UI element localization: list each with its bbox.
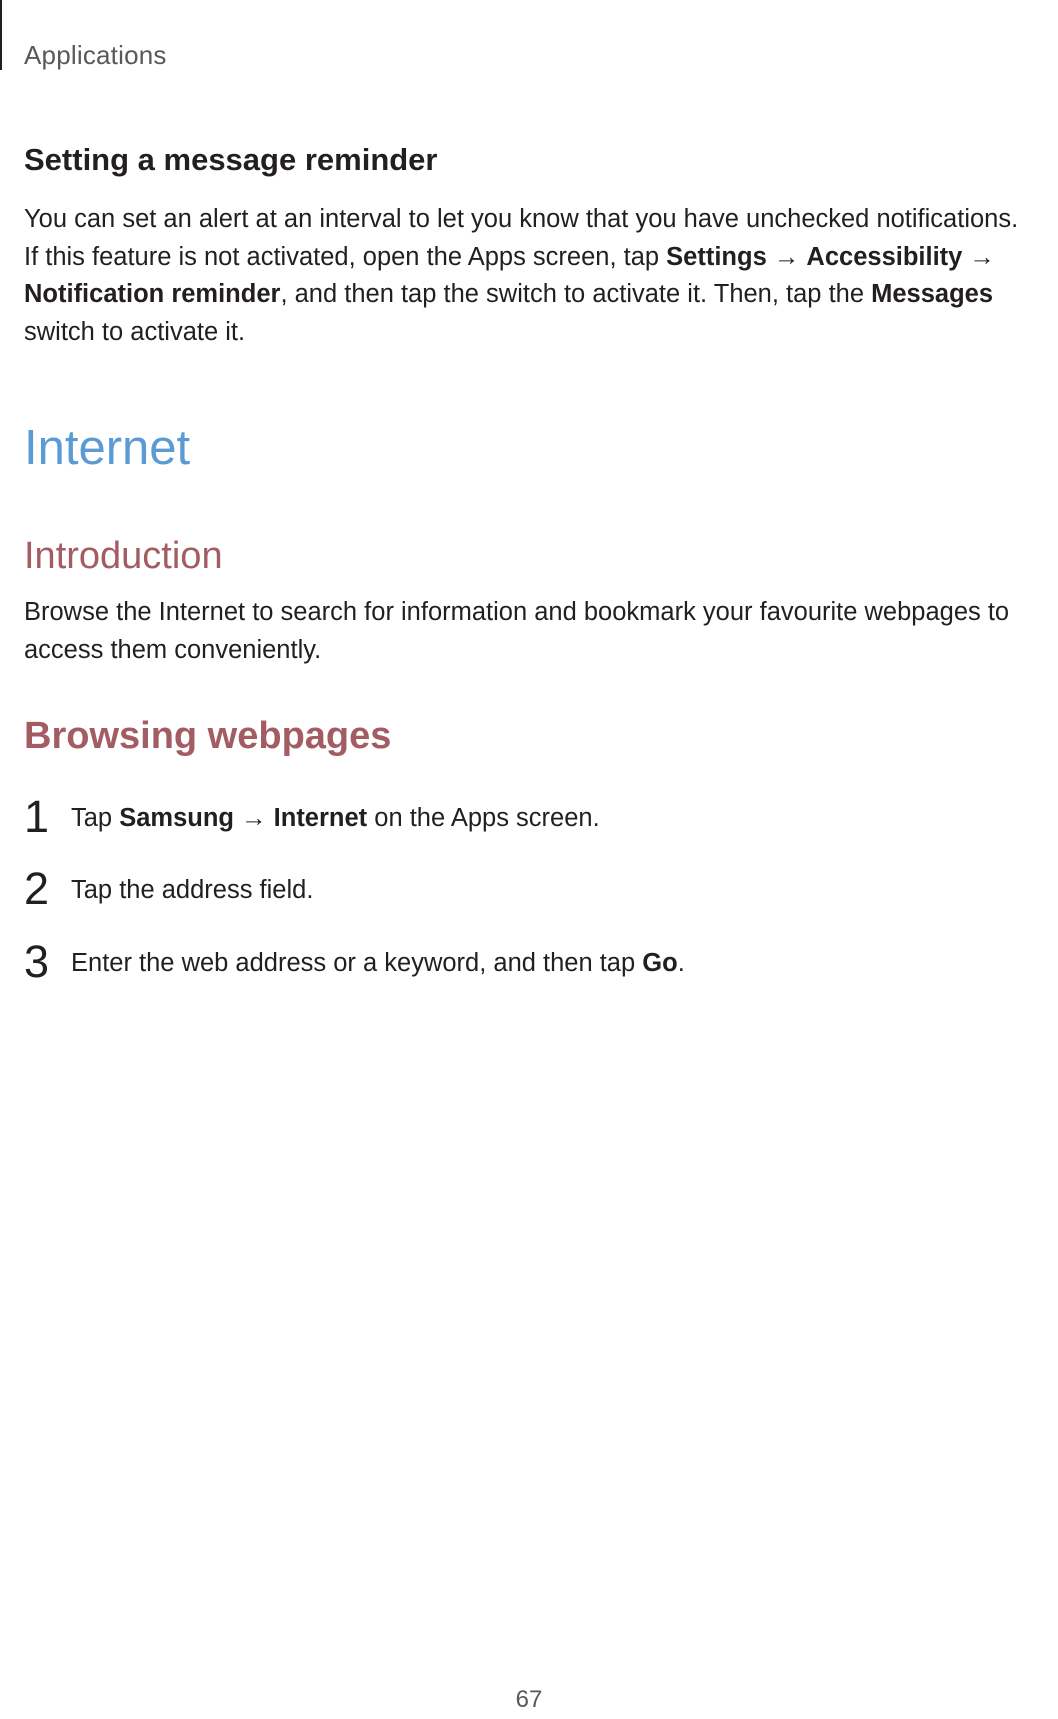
arrow: →: [233, 804, 274, 832]
step-number: 2: [24, 863, 50, 914]
settings-label: Settings: [666, 242, 767, 271]
step-text-prefix: Enter the web address or a keyword, and then tap: [71, 949, 643, 977]
step-number: 3: [24, 936, 50, 987]
running-header: Applications: [24, 40, 167, 70]
internet-label: Internet: [273, 804, 368, 832]
introduction-body: Browse the Internet to search for information and bookmark your favourite webpages to access them conveniently.: [24, 598, 1010, 664]
step-item: [24, 864, 1034, 914]
messages-label: Messages: [871, 280, 994, 308]
reminder-line3-end: switch to activate it.: [24, 317, 246, 346]
page-number: 67: [515, 1686, 543, 1713]
reminder-line3-mid: , and then tap the switch to activate it. Then, tap the: [280, 280, 872, 308]
reminder-heading: Setting a message reminder: [24, 142, 438, 177]
notification-reminder-label: Notification reminder: [24, 280, 281, 308]
step-text: [71, 945, 685, 982]
step-item: [24, 792, 1034, 842]
accessibility-label: Accessibility: [806, 242, 963, 271]
step-text-prefix: Tap: [71, 804, 120, 832]
arrow: →: [962, 242, 995, 271]
step-item: [24, 937, 1034, 987]
chapter-title: Internet: [24, 421, 191, 475]
arrow: →: [766, 242, 807, 271]
step-text: Tap the address field.: [71, 876, 314, 904]
reminder-paragraph: [24, 201, 1044, 351]
introduction-heading: Introduction: [24, 535, 223, 577]
page-corner-mark: [0, 0, 2, 70]
reminder-line1: You can set an alert at an interval to let you know that you have unchecked notifications.: [24, 205, 1019, 233]
reminder-line2-prefix: If this feature is not activated, open the Apps screen, tap: [24, 242, 667, 271]
go-label: Go: [642, 949, 678, 977]
samsung-label: Samsung: [119, 804, 234, 832]
browsing-heading: Browsing webpages: [24, 715, 392, 757]
step-text: [71, 800, 600, 837]
step-text-suffix: on the Apps screen.: [367, 804, 600, 832]
step-text-suffix: .: [677, 949, 685, 977]
step-number: 1: [24, 791, 50, 842]
